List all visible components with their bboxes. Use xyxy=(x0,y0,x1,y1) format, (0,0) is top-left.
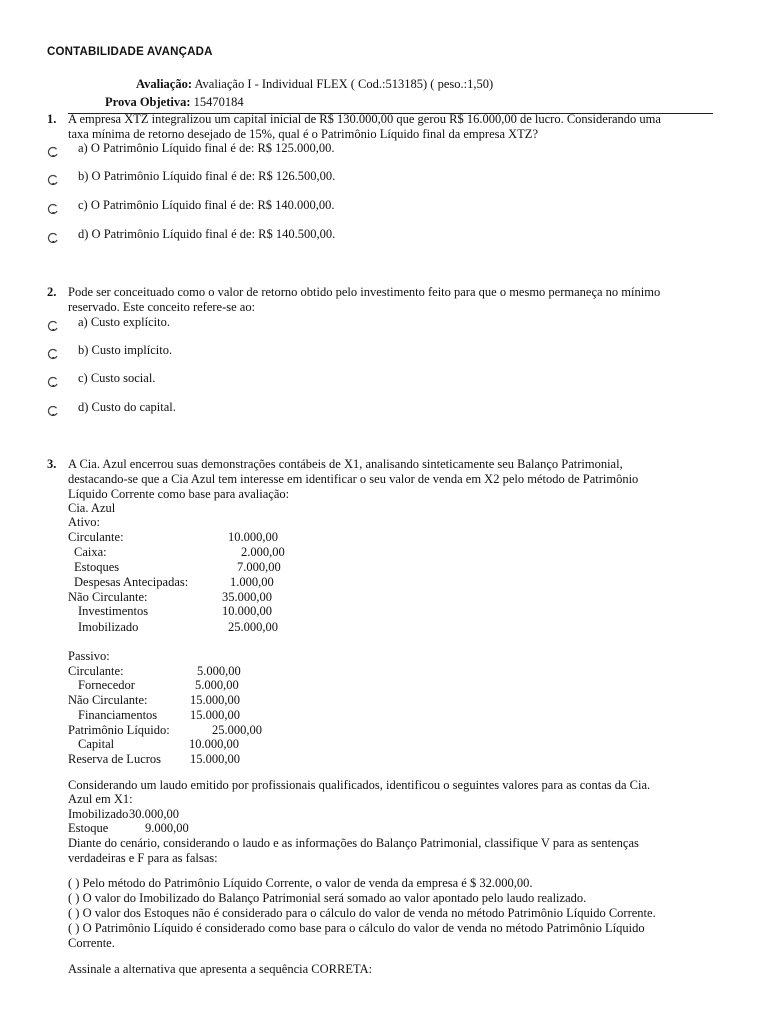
option-q2-a[interactable]: a) Custo explícito. xyxy=(78,315,170,329)
ativo-value: 2.000,00 xyxy=(241,545,285,559)
ativo-label: Investimentos xyxy=(78,604,149,618)
passivo-heading: Passivo: xyxy=(68,649,110,663)
radio-q1-b[interactable] xyxy=(47,174,59,186)
course-title: CONTABILIDADE AVANÇADA xyxy=(47,46,213,58)
passivo-label: Fornecedor xyxy=(78,678,135,692)
question-1-text-line1: A empresa XTZ integralizou um capital inicial de R$ 130.000,00 que gerou R$ 16.000,00 de lucro. Considerando uma xyxy=(68,112,661,126)
statement-item: ( ) O valor dos Estoques não é considerado para o cálculo do valor de venda no método Patrimônio Líquido Corrente. xyxy=(68,906,656,920)
option-q1-b[interactable]: b) O Patrimônio Líquido final é de: R$ 126.500,00. xyxy=(78,169,336,183)
laudo-estoque-label: Estoque xyxy=(68,821,109,835)
option-q1-c[interactable]: c) O Patrimônio Líquido final é de: R$ 140.000,00. xyxy=(78,198,335,212)
radio-q1-c[interactable] xyxy=(47,203,59,215)
question-3-intro-line2: destacando-se que a Cia Azul tem interesse em identificar o seu valor de venda em X2 pelo método de Patrimônio xyxy=(68,472,639,486)
question-2-text-line1: Pode ser conceituado como o valor de retorno obtido pelo investimento feito para que o mesmo permaneça no mínimo xyxy=(68,285,661,299)
statement-item: ( ) O valor do Imobilizado do Balanço Patrimonial será somado ao valor apontado pelo laudo realizado. xyxy=(68,891,587,905)
ativo-label: Estoques xyxy=(74,560,120,574)
radio-q2-c[interactable] xyxy=(47,376,59,388)
passivo-value: 15.000,00 xyxy=(190,752,240,766)
laudo-text-line2: Azul em X1: xyxy=(68,792,133,806)
laudo-imobilizado-value: 30.000,00 xyxy=(129,807,179,821)
passivo-value: 15.000,00 xyxy=(190,708,240,722)
passivo-value: 5.000,00 xyxy=(195,678,239,692)
passivo-value: 10.000,00 xyxy=(189,737,239,751)
ativo-value: 10.000,00 xyxy=(222,604,272,618)
ativo-value: 10.000,00 xyxy=(228,530,278,544)
evaluation-label: Avaliação: xyxy=(136,77,193,91)
option-q2-c[interactable]: c) Custo social. xyxy=(78,371,156,385)
passivo-label: Capital xyxy=(78,737,115,751)
passivo-label: Reserva de Lucros xyxy=(68,752,162,766)
passivo-label: Não Circulante: xyxy=(68,693,148,707)
ativo-value: 25.000,00 xyxy=(228,620,278,634)
question-1-text-line2: taxa mínima de retorno desejado de 15%, qual é o Patrimônio Líquido final da empresa XTZ? xyxy=(68,127,538,141)
ativo-value: 1.000,00 xyxy=(230,575,274,589)
option-q2-b[interactable]: b) Custo implícito. xyxy=(78,343,173,357)
radio-q2-a[interactable] xyxy=(47,320,59,332)
diante-text-line2: verdadeiras e F para as falsas: xyxy=(68,851,218,865)
ativo-label: Não Circulante: xyxy=(68,590,148,604)
laudo-imobilizado-label: Imobilizado xyxy=(68,807,129,821)
radio-q2-b[interactable] xyxy=(47,348,59,360)
passivo-label: Circulante: xyxy=(68,664,124,678)
passivo-value: 25.000,00 xyxy=(212,723,262,737)
passivo-value: 15.000,00 xyxy=(190,693,240,707)
statement-item: ( ) Pelo método do Patrimônio Líquido Corrente, o valor de venda da empresa é $ 32.000,00. xyxy=(68,876,533,890)
laudo-text-line1: Considerando um laudo emitido por profissionais qualificados, identificou o seguintes valores para as contas da Cia. xyxy=(68,778,651,792)
evaluation-value: Avaliação I - Individual FLEX ( Cod.:513185) ( peso.:1,50) xyxy=(194,77,494,91)
statement-item: ( ) O Patrimônio Líquido é considerado como base para o cálculo do valor de venda no método Patrimônio Líquido xyxy=(68,921,645,935)
question-3-intro-line3: Líquido Corrente como base para avaliação: xyxy=(68,487,290,501)
passivo-label: Financiamentos xyxy=(78,708,158,722)
question-2-number: 2. xyxy=(47,285,57,299)
ativo-label: Circulante: xyxy=(68,530,124,544)
prova-line xyxy=(105,95,244,110)
question-1-number: 1. xyxy=(47,112,57,126)
laudo-estoque-value: 9.000,00 xyxy=(145,821,189,835)
question-2-text-line2: reservado. Este conceito refere-se ao: xyxy=(68,300,256,314)
ativo-label: Despesas Antecipadas: xyxy=(74,575,189,589)
diante-text-line1: Diante do cenário, considerando o laudo e as informações do Balanço Patrimonial, classifique V para as sentenças xyxy=(68,836,639,850)
passivo-label: Patrimônio Líquido: xyxy=(68,723,170,737)
option-q1-a[interactable]: a) O Patrimônio Líquido final é de: R$ 125.000,00. xyxy=(78,141,335,155)
prova-value: 15470184 xyxy=(193,95,244,109)
radio-q1-a[interactable] xyxy=(47,146,59,158)
question-3-number: 3. xyxy=(47,457,57,471)
ativo-value: 35.000,00 xyxy=(222,590,272,604)
option-q2-d[interactable]: d) Custo do capital. xyxy=(78,400,176,414)
radio-q1-d[interactable] xyxy=(47,232,59,244)
ativo-label: Imobilizado xyxy=(78,620,139,634)
ativo-label: Caixa: xyxy=(74,545,107,559)
ativo-heading: Ativo: xyxy=(68,515,100,529)
question-3-intro-line1: A Cia. Azul encerrou suas demonstrações contábeis de X1, analisando sinteticamente seu Balanço Patrimonial, xyxy=(68,457,623,471)
evaluation-line xyxy=(136,77,493,92)
final-instruction: Assinale a alternativa que apresenta a sequência CORRETA: xyxy=(68,962,373,976)
passivo-value: 5.000,00 xyxy=(197,664,241,678)
option-q1-d[interactable]: d) O Patrimônio Líquido final é de: R$ 140.500,00. xyxy=(78,227,336,241)
statement-item-continuation: Corrente. xyxy=(68,936,115,950)
company-name: Cia. Azul xyxy=(68,501,116,515)
radio-q2-d[interactable] xyxy=(47,405,59,417)
prova-label: Prova Objetiva: xyxy=(105,95,191,109)
ativo-value: 7.000,00 xyxy=(237,560,281,574)
